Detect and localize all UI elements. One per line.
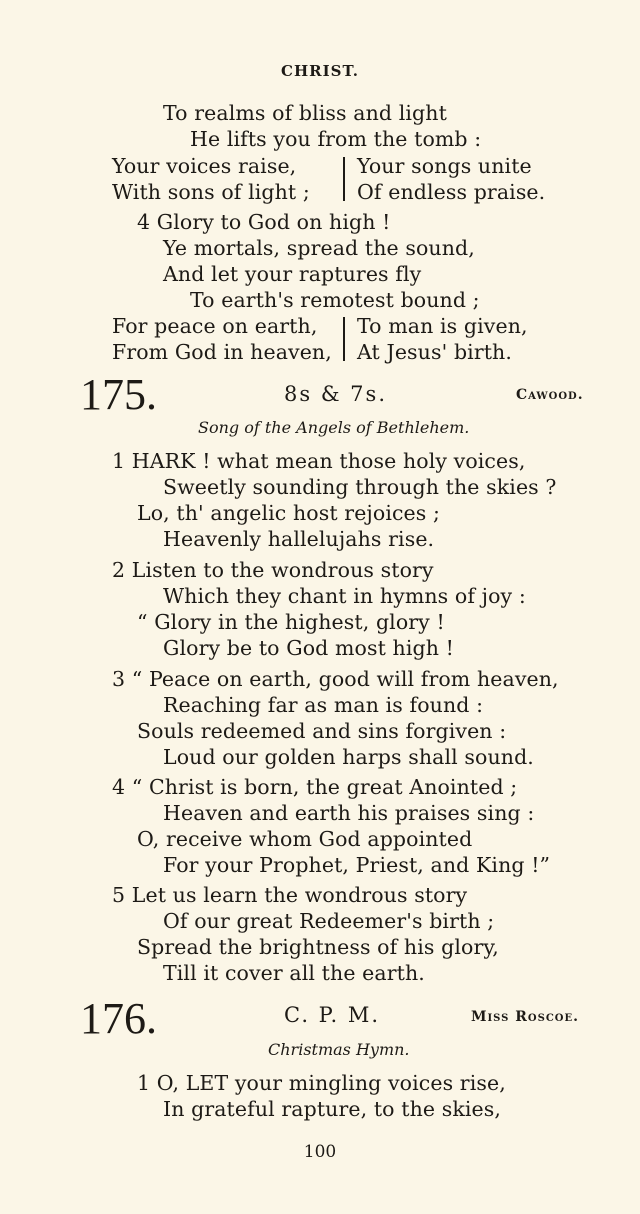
verse4-line-2: Ye mortals, spread the sound, [163,236,475,260]
page-number: 100 [303,1142,337,1162]
hymn175-line-18: Of our great Redeemer's birth ; [163,909,495,933]
hymn175-line-11: Souls redeemed and sins forgiven : [137,719,507,743]
hymn175-line-12: Loud our golden harps shall sound. [163,745,534,769]
hymn-meter: 8s & 7s. [284,382,387,406]
tune-name: Miss Roscoe. [471,1009,580,1025]
refrain1-right-2: Of endless praise. [357,180,546,204]
hymn175-line-5: 2 Listen to the wondrous story [112,558,434,582]
hymn175-line-3: Lo, th' angelic host rejoices ; [137,501,441,525]
hymn175-line-4: Heavenly hallelujahs rise. [163,527,435,551]
hymn-number: 176. [80,994,157,1043]
verse4-line-4: To earth's remotest bound ; [190,288,480,312]
hymn175-line-2: Sweetly sounding through the skies ? [163,475,557,499]
refrain2-right-1: To man is given, [357,314,528,338]
refrain1-right-1: Your songs unite [357,154,532,178]
hymn175-line-7: “ Glory in the highest, glory ! [137,610,445,634]
hymn175-line-10: Reaching far as man is found : [163,693,484,717]
prev-line-1: To realms of bliss and light [163,101,447,125]
refrain2-left-1: For peace on earth, [112,314,318,338]
hymn175-line-20: Till it cover all the earth. [163,961,425,985]
prev-line-2: He lifts you from the tomb : [190,127,482,151]
hymn175-line-13: 4 “ Christ is born, the great Anointed ; [112,775,518,799]
refrain-divider [343,157,345,201]
refrain-divider [343,317,345,361]
hymn175-line-1: 1 HARK ! what mean those holy voices, [112,449,526,473]
verse4-line-1: 4 Glory to God on high ! [137,210,391,234]
refrain2-right-2: At Jesus' birth. [357,340,512,364]
hymn176-line-2: In grateful rapture, to the skies, [163,1097,501,1121]
refrain1-left-1: Your voices raise, [112,154,297,178]
hymn175-line-9: 3 “ Peace on earth, good will from heaven, [112,667,559,691]
verse4-line-3: And let your raptures fly [163,262,422,286]
running-head: CHRIST. [281,62,359,80]
hymn175-line-19: Spread the brightness of his glory, [137,935,499,959]
refrain2-left-2: From God in heaven, [112,340,332,364]
tune-name: Cawood. [516,387,584,403]
hymn175-line-17: 5 Let us learn the wondrous story [112,883,468,907]
hymn175-line-14: Heaven and earth his praises sing : [163,801,535,825]
hymn175-line-15: O, receive whom God appointed [137,827,473,851]
hymn-meter: C. P. M. [284,1003,381,1027]
hymn175-line-16: For your Prophet, Priest, and King !” [163,853,551,877]
refrain1-left-2: With sons of light ; [112,180,310,204]
hymn176-line-1: 1 O, LET your mingling voices rise, [137,1071,506,1095]
hymn-title: Christmas Hymn. [268,1040,410,1059]
hymn-title: Song of the Angels of Bethlehem. [198,418,470,437]
hymn175-line-6: Which they chant in hymns of joy : [163,584,526,608]
hymn175-line-8: Glory be to God most high ! [163,636,454,660]
hymn-number: 175. [80,370,157,419]
